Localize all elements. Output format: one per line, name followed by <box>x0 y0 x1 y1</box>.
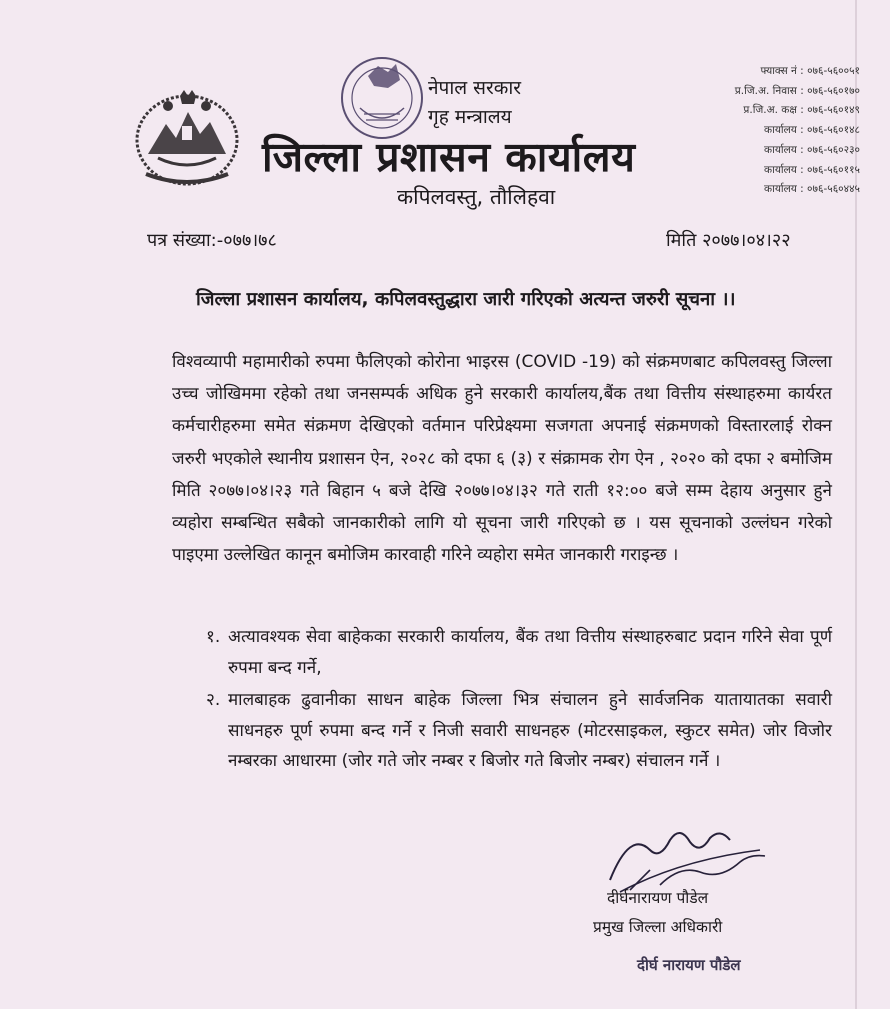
nepal-emblem-icon <box>128 82 246 190</box>
list-item-number: २. <box>206 690 221 711</box>
directive-list <box>172 622 832 779</box>
phone-fax: फ्याक्स नं : ०७६-५६००५१ <box>760 65 860 77</box>
phone-cdo-residence: प्र.जि.अ. निवास : ०७६-५६०१७० <box>734 84 860 97</box>
letter-number: पत्र संख्या:-०७७।७८ <box>147 230 277 251</box>
ministry-name: गृह मन्त्रालय <box>428 106 512 128</box>
signer-title: प्रमुख जिल्ला अधिकारी <box>593 918 723 936</box>
phone-cdo-room: प्र.जि.अ. कक्ष : ०७६-५६०१४९ <box>743 104 860 117</box>
name-stamp: दीर्घ नारायण पौडेल <box>637 956 741 974</box>
signer-name: दीर्घनारायण पौडेल <box>607 889 709 907</box>
government-name: नेपाल सरकार <box>428 77 522 99</box>
list-item-text: मालबाहक ढुवानीका साधन बाहेक जिल्ला भित्र संचालन हुने सार्वजनिक यातायातका सवारी साधनहरु पूर्ण रुपमा बन्द गर्ने र निजी सवारी साधनहरु (मोटरसाइकल, स्कुटर समेत) जोर विजोर नम्बरका आधारमा (जोर गते जोर नम्बर र बिजोर गते बिजोर नम्बर) संचालन गर्ने । <box>228 690 832 772</box>
list-item-text: अत्यावश्यक सेवा बाहेकका सरकारी कार्यालय, बैंक तथा वित्तीय संस्थाहरुबाट प्रदान गरिने सेवा पूर्ण रुपमा बन्द गर्ने, <box>228 627 832 678</box>
letter-date: मिति २०७७।०४।२२ <box>666 230 791 251</box>
phone-office: कार्यालय : ०७६-५६०१४८ <box>764 124 860 137</box>
phone-office: कार्यालय : ०७६-५६०४४५ <box>764 183 860 196</box>
list-item <box>172 685 832 777</box>
phone-office: कार्यालय : ०७६-५६०११५ <box>764 163 860 176</box>
phone-office: कार्यालय : ०७६-५६०२३० <box>764 143 860 156</box>
notice-body: विश्वव्यापी महामारीको रुपमा फैलिएको कोरोना भाइरस (COVID -19) को संक्रमणबाट कपिलवस्तु जिल्ला उच्च जोखिममा रहेको तथा जनसम्पर्क अधिक हुने सरकारी कार्यालय,बैंक तथा वित्तीय संस्थाहरुमा कार्यरत कर्मचारीहरुमा समेत संक्रमण देखिएको वर्तमान परिप्रेक्ष्यमा सजगता अपनाई संक्रमणको विस्तारलाई रोक्न जरुरी भएकोले स्थानीय प्रशासन ऐन, २०२८ को दफा ६ (३) र संक्रामक रोग ऐन , २०२० को दफा २ बमोजिम मिति २०७७।०४।२३ गते बिहान ५ बजे देखि २०७७।०४।३२ गते राती १२:०० बजे सम्म देहाय अनुसार हुने व्यहोरा सम्बन्धित सबैको जानकारीको लागि यो सूचना जारी गरिएको छ । यस सूचनाको उल्लंघन गरेको पाइएमा उल्लेखित कानून बमोजिम कारवाही गरिने व्यहोरा समेत जानकारी गराइन्छ । <box>172 352 832 566</box>
office-title: जिल्ला प्रशासन कार्यालय <box>262 133 636 181</box>
list-item-number: १. <box>206 627 221 647</box>
notice-title: जिल्ला प्रशासन कार्यालय, कपिलवस्तुद्धारा जारी गरिएको अत्यन्त जरुरी सूचना ।। <box>196 289 736 310</box>
list-item <box>172 622 832 683</box>
phone-list <box>645 62 860 200</box>
office-address: कपिलवस्तु, तौलिहवा <box>397 185 556 209</box>
